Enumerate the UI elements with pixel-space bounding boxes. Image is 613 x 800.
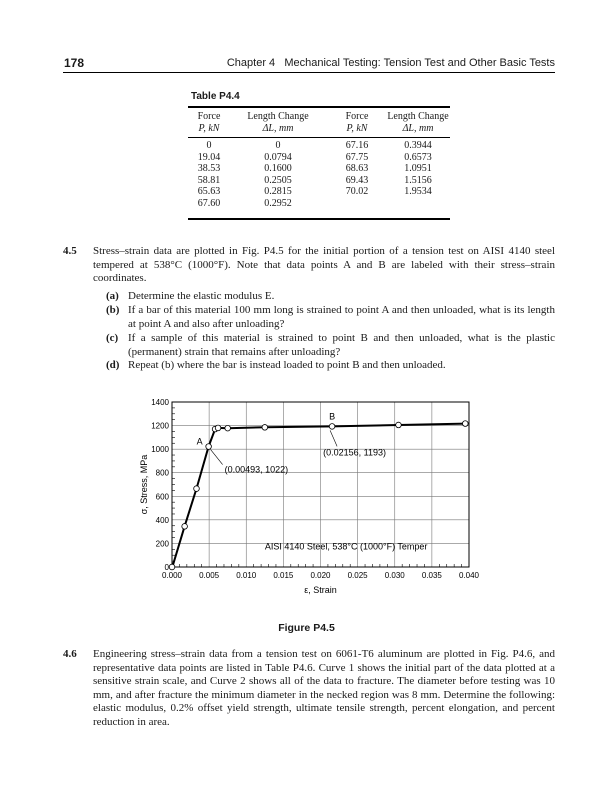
table-col-force-1: [192, 111, 226, 209]
point-a-coords: (0.00493, 1022): [224, 464, 289, 475]
y-tick-labels: [151, 398, 169, 572]
table-header-cell: Force: [197, 111, 221, 122]
problem-text: Stress–strain data are plotted in Fig. P4.5 for the initial portion of a tension test on AISI 4140 steel tempered at 538°C (1000°F). Note that data points A and B are labeled with their stress–strain coordinates.: [93, 245, 555, 285]
y-tick-label: 400: [155, 515, 169, 525]
stress-strain-chart: [135, 390, 495, 605]
table-header-cell: Length Change: [387, 111, 449, 122]
table-title: Table P4.4: [191, 91, 240, 102]
x-tick-label: 0.040: [458, 571, 480, 580]
point-b-leader: [330, 430, 337, 446]
x-tick-label: 0.010: [236, 571, 257, 580]
figure-caption: Figure P4.5: [278, 622, 335, 634]
data-point-marker: [194, 486, 200, 492]
y-tick-label: 200: [155, 539, 169, 549]
y-tick-label: 1200: [151, 421, 169, 431]
x-tick-label: 0.035: [421, 571, 442, 580]
y-tick-label: 800: [155, 468, 169, 478]
table-cell: 67.75: [345, 151, 369, 163]
table-col-length-1: [238, 111, 318, 209]
table-cell: 67.60: [197, 197, 221, 209]
problem-4-6: [63, 648, 555, 748]
table-cell: 68.63: [345, 163, 369, 174]
table-cell: 0: [206, 140, 212, 151]
x-tick-label: 0.030: [384, 571, 405, 580]
part-text: If a bar of this material 100 mm long is strained to point A and then unloaded, what is its length at point A and also after unloading?: [128, 304, 555, 330]
data-point-marker: [462, 421, 468, 427]
point-b-coords: (0.02156, 1193): [323, 447, 386, 458]
x-tick-labels: [162, 571, 480, 580]
data-point-marker: [329, 424, 335, 430]
table-header-cell: ΔL, mm: [402, 122, 434, 134]
table-cell: 0.6573: [404, 151, 432, 163]
table-top-rule: [188, 106, 450, 108]
table-header-cell: Length Change: [247, 111, 309, 122]
y-axis-label: σ, Stress, MPa: [139, 454, 149, 515]
part-label: (a): [106, 290, 119, 302]
point-a-label: A: [196, 436, 203, 447]
point-b-label: B: [329, 411, 336, 422]
table-cell: 69.43: [345, 174, 369, 186]
y-tick-label: 600: [155, 492, 169, 502]
x-axis-label: ε, Strain: [304, 585, 337, 595]
annotation-leaders: [211, 430, 337, 464]
table-cell: 67.16: [345, 140, 369, 151]
material-annotation: AISI 4140 Steel, 538°C (1000°F) Temper: [264, 541, 428, 552]
part-text: Determine the elastic modulus E.: [128, 290, 275, 302]
data-point-marker: [215, 425, 221, 431]
table-cell: 0: [275, 140, 281, 151]
point-a-leader: [211, 450, 223, 465]
running-title: Chapter 4 Mechanical Testing: Tension Test and Other Basic Tests: [226, 57, 555, 69]
table-cell: 0.2505: [264, 174, 292, 186]
y-tick-label: 0: [164, 563, 169, 572]
table-bottom-rule: [188, 218, 450, 220]
data-point-marker: [225, 425, 231, 431]
table-cell: 19.04: [197, 151, 221, 163]
part-text: If a sample of this material is strained to point B and then unloaded, what is the plastic (permanent) strain that remains after unloading?: [128, 332, 555, 358]
x-tick-label: 0.000: [161, 571, 183, 580]
data-point-marker: [169, 564, 175, 570]
problem-number: 4.6: [63, 648, 77, 660]
table-header-cell: ΔL, mm: [262, 122, 294, 134]
data-point-marker: [262, 425, 268, 431]
table-cell: 1.0951: [404, 163, 432, 174]
part-label: (c): [106, 332, 119, 344]
table-col-length-2: [378, 111, 458, 198]
part-label: (b): [106, 304, 120, 316]
page-number: 178: [64, 56, 85, 70]
part-text: Repeat (b) where the bar is instead loaded to point B and then unloaded.: [128, 359, 446, 371]
data-point-marker: [206, 444, 212, 450]
table-cell: 70.02: [345, 186, 369, 197]
data-point-marker: [182, 524, 188, 530]
table-cell: 58.81: [197, 174, 221, 186]
table-cell: 1.5156: [404, 174, 432, 186]
table-col-force-2: [340, 111, 374, 198]
header-rule: [63, 72, 555, 73]
table-cell: 0.1600: [264, 163, 292, 174]
table-cell: 0.0794: [264, 151, 292, 163]
x-tick-label: 0.025: [347, 571, 368, 580]
x-tick-label: 0.020: [310, 571, 331, 580]
part-label: (d): [106, 359, 120, 371]
table-cell: 38.53: [197, 163, 221, 174]
table-cell: 0.3944: [404, 140, 432, 151]
table-cell: 0.2952: [264, 197, 292, 209]
table-cell: 1.9534: [404, 186, 432, 197]
table-cell: 65.63: [197, 186, 221, 197]
table-cell: 0.2815: [264, 186, 292, 197]
x-tick-label: 0.005: [199, 571, 220, 580]
table-header-cell: P, kN: [198, 122, 220, 134]
table-header-cell: Force: [345, 111, 369, 122]
y-tick-label: 1400: [151, 398, 169, 407]
table-header-cell: P, kN: [346, 122, 368, 134]
problem-4-5: [63, 245, 555, 385]
problem-number: 4.5: [63, 245, 77, 257]
x-tick-label: 0.015: [273, 571, 294, 580]
data-point-marker: [396, 422, 402, 428]
problem-text: Engineering stress–strain data from a tension test on 6061-T6 aluminum are plotted in Fig. P4.6, and representative data points are listed in Table P4.6. Curve 1 shows the initial part of the data plotted at a sensitive strain scale, and Curve 2 shows all of the data to fracture. The diameter before testing was 10 mm, and after fracture the minimum diameter in the necked region was 8 mm. Determine the following: elastic modulus, 0.2% offset yield strength, ultimate tensile strength, percent elongation, and percent reduction in area.: [93, 648, 555, 728]
y-tick-label: 1000: [151, 445, 169, 455]
